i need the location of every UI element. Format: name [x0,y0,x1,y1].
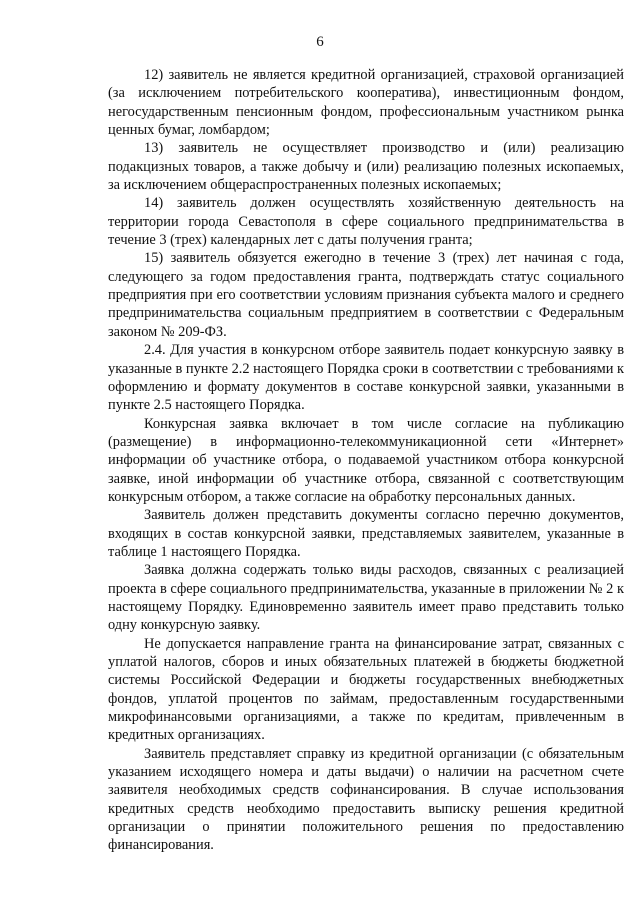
paragraph-item-12: 12) заявитель не является кредитной организацией, страховой организацией (за исключением потребительского кооператива), инвестиционным фондом, негосударственным пенсионным фондом, профессиональным участником рынка ценных бумаг, ломбардом; [108,67,624,139]
paragraph-prohibited-costs: Не допускается направление гранта на финансирование затрат, связанных с уплатой налогов, сборов и иных обязательных платежей в бюджеты бюджетной системы Российской Федерации и бюджеты государственных внебюджетных фондов, уплатой процентов по займам, предоставленным государственными микрофинансовыми организациями, а также по кредитам, привлеченным в кредитных организациях. [108,635,624,744]
paragraph-item-14: 14) заявитель должен осуществлять хозяйственную деятельность на территории города Севастополя в сфере социального предпринимательства в течение 3 (трех) календарных лет с даты получения гранта; [108,195,624,249]
paragraph-bank-certificate: Заявитель представляет справку из кредитной организации (с обязательным указанием исходящего номера и даты выдачи) о наличии на расчетном счете заявителя необходимых средств софинансирования. В случае использования кредитных средств необходимо предоставить выписку решения кредитной организации о принятии положительного решения по предоставлению финансирования. [108,745,624,854]
paragraph-application-consent: Конкурсная заявка включает в том числе согласие на публикацию (размещение) в информационно-телекоммуникационной сети «Интернет» информации об участнике отбора, о подаваемой участником отбора конкурсной заявке, иной информации об участнике отбора, связанной с соответствующим конкурсным отбором, а также согласие на обработку персональных данных. [108,415,624,505]
document-body [108,66,624,855]
paragraph-item-15: 15) заявитель обязуется ежегодно в течение 3 (трех) лет начиная с года, следующего за годом предоставления гранта, подтверждать статус социального предприятия при его соответствии условиям признания субъекта малого и среднего предпринимательства социальным предприятием в соответствии с Федеральным законом № 209-ФЗ. [108,250,624,340]
page-number: 6 [316,34,324,50]
paragraph-section-2-4: 2.4. Для участия в конкурсном отборе заявитель подает конкурсную заявку в указанные в пункте 2.2 настоящего Порядка сроки в соответствии с требованиями к оформлению и формату документов в составе конкурсной заявки, указанными в пункте 2.5 настоящего Порядка. [108,342,624,414]
paragraph-item-13: 13) заявитель не осуществляет производство и (или) реализацию подакцизных товаров, а также добычу и (или) реализацию полезных ископаемых, за исключением общераспространенных полезных ископаемых; [108,140,624,194]
paragraph-required-documents: Заявитель должен представить документы согласно перечню документов, входящих в состав конкурсной заявки, представляемых заявителем, указанные в таблице 1 настоящего Порядка. [108,507,624,560]
paragraph-expense-types: Заявка должна содержать только виды расходов, связанных с реализацией проекта в сфере социального предпринимательства, указанные в приложении № 2 к настоящему Порядку. Единовременно заявитель имеет право представить только одну конкурсную заявку. [108,562,624,634]
